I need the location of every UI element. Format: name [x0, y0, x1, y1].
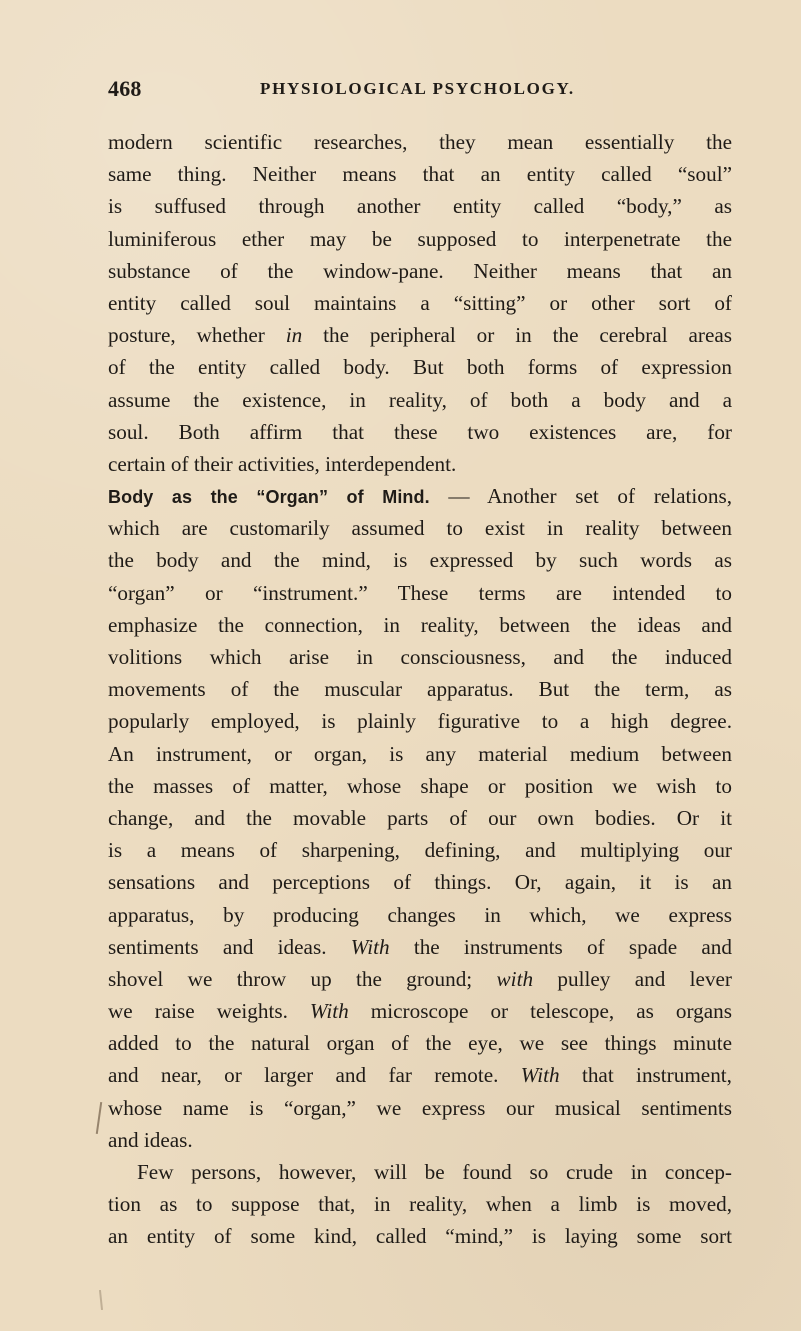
text-line: the masses of matter, whose shape or position we wish to — [108, 773, 732, 798]
text-line: volitions which arise in consciousness, and the induced — [108, 645, 732, 669]
text-segment: — Another set of relations, — [429, 484, 732, 509]
text-line: is a means of sharpening, defining, and multiplying our — [108, 838, 732, 863]
text-line: Few persons, however, will be found so crude in concep- — [137, 1160, 732, 1184]
text-segment: microscope or telescope, as organs — [348, 999, 732, 1024]
text-line: is suffused through another entity called “body,” as — [108, 194, 732, 219]
page-header — [108, 76, 708, 106]
text-line: An instrument, or organ, is any material medium between — [108, 741, 732, 766]
text-segment: shovel we throw up the ground; — [108, 966, 497, 991]
text-line: assume the existence, in reality, of both a body and a — [108, 387, 732, 412]
text-line — [108, 995, 732, 1027]
text-line: certain of their activities, interdependent. — [108, 451, 457, 476]
text-line: emphasize the connection, in reality, between the ideas and — [108, 612, 732, 637]
page-text — [108, 126, 732, 1253]
text-line: popularly employed, is plainly figurative to a high degree. — [108, 709, 732, 734]
text-segment: sentiments and ideas. — [108, 934, 351, 959]
italic-text: With — [350, 934, 390, 959]
text-line: same thing. Neither means that an entity called “soul” — [108, 162, 732, 187]
text-line — [108, 963, 732, 995]
text-line: an entity of some kind, called “mind,” is laying some sort — [108, 1224, 732, 1249]
text-line: whose name is “organ,” we express our musical sentiments — [108, 1095, 732, 1120]
page-number: 468 — [108, 76, 142, 101]
text-segment: we raise weights. — [108, 999, 310, 1024]
italic-text: in — [285, 323, 303, 348]
text-line — [108, 319, 732, 351]
text-line: of the entity called body. But both forms of expression — [108, 355, 732, 380]
text-segment: that instrument, — [559, 1063, 732, 1088]
text-segment: the peripheral or in the cerebral areas — [302, 323, 732, 348]
section-sidehead-line — [108, 480, 732, 512]
text-line: change, and the movable parts of our own bodies. Or it — [108, 805, 732, 830]
text-line: “organ” or “instrument.” These terms are intended to — [108, 580, 732, 605]
text-line: entity called soul maintains a “sitting” or other sort of — [108, 290, 732, 315]
text-segment: pulley and lever — [533, 966, 732, 991]
text-line: the body and the mind, is expressed by such words as — [108, 548, 732, 573]
text-line — [108, 1059, 732, 1091]
running-head: PHYSIOLOGICAL PSYCHOLOGY. — [260, 79, 575, 98]
text-line — [108, 931, 732, 963]
text-segment: and near, or larger and far remote. — [108, 1063, 521, 1088]
text-line: luminiferous ether may be supposed to interpenetrate the — [108, 226, 732, 251]
text-line: soul. Both affirm that these two existences are, for — [108, 419, 732, 444]
text-line: substance of the window-pane. Neither means that an — [108, 258, 732, 283]
text-line: sensations and perceptions of things. Or, again, it is an — [108, 870, 732, 895]
text-line: tion as to suppose that, in reality, when a limb is moved, — [108, 1192, 732, 1217]
text-line: and ideas. — [108, 1127, 193, 1152]
text-line: added to the natural organ of the eye, we see things minute — [108, 1031, 732, 1056]
margin-mark — [96, 1102, 102, 1134]
italic-text: With — [520, 1063, 560, 1088]
text-line: movements of the muscular apparatus. But the term, as — [108, 677, 732, 702]
text-segment: the instruments of spade and — [389, 934, 732, 959]
margin-mark — [99, 1290, 103, 1310]
text-segment: posture, whether — [108, 323, 286, 348]
italic-text: With — [309, 999, 349, 1024]
text-line: which are customarily assumed to exist in reality between — [108, 516, 732, 541]
text-line: modern scientific researches, they mean essentially the — [108, 130, 732, 154]
text-line: apparatus, by producing changes in which, we express — [108, 902, 732, 927]
italic-text: with — [496, 966, 534, 991]
section-sidehead: Body as the “Organ” of Mind. — [108, 487, 430, 508]
